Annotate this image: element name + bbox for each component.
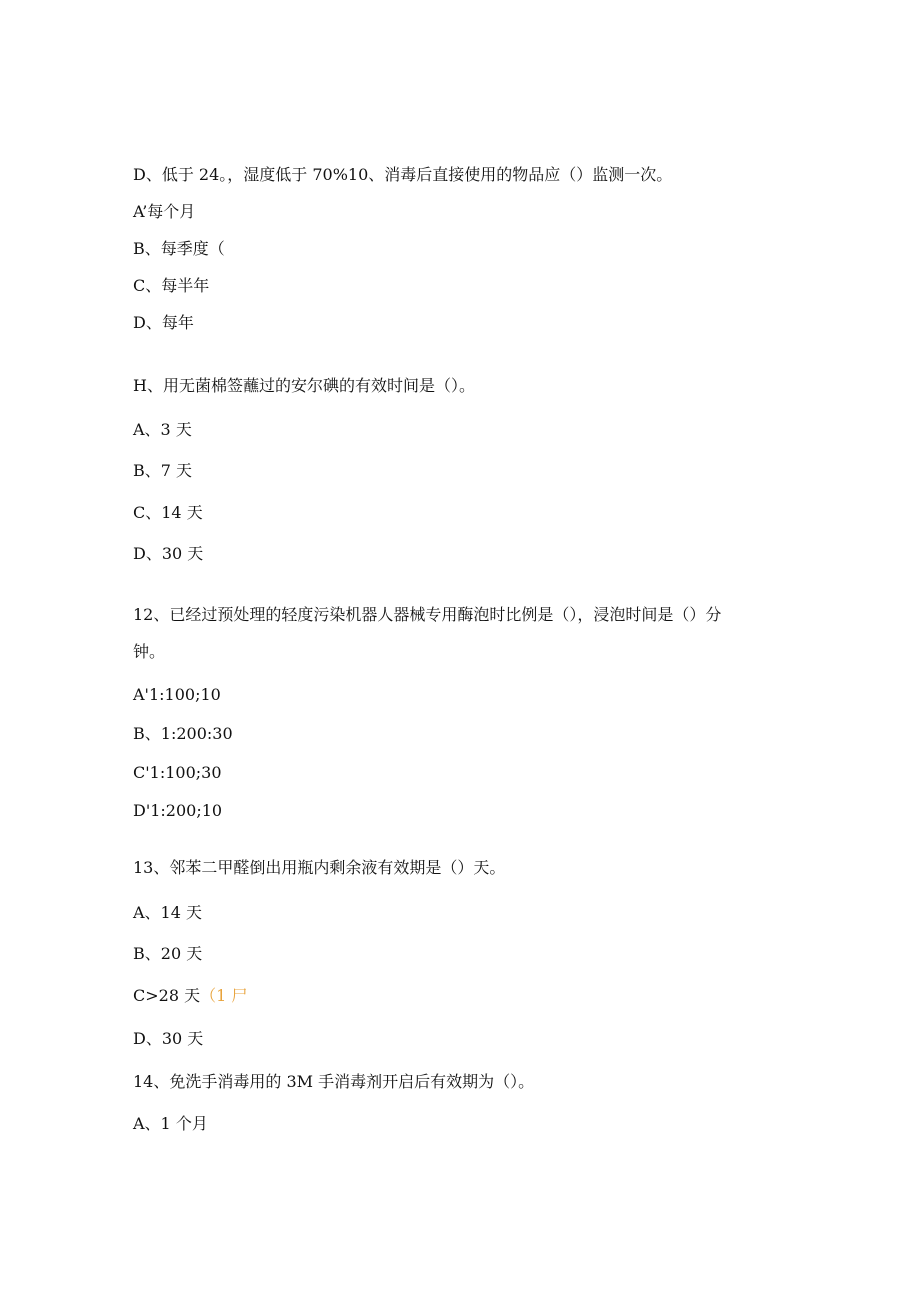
question-12-text-continued: 钟。 (133, 642, 166, 661)
option-a: A’每个月 (133, 202, 196, 221)
option-a: A、3 天 (133, 420, 192, 439)
option-c: C、每半年 (133, 276, 210, 295)
question-11-text: H、用无菌棉签蘸过的安尔碘的有效时间是（）。 (133, 376, 475, 395)
question-13-text: 13、邻苯二甲醛倒出用瓶内剩余液有效期是（）天。 (133, 858, 506, 877)
question-12-text: 12、已经过预处理的轻度污染机器人器械专用酶泡时比例是（），浸泡时间是（）分 (133, 605, 722, 624)
option-c: C>28 天 (133, 986, 201, 1005)
option-c: C、14 天 (133, 503, 203, 522)
option-b: B、20 天 (133, 944, 203, 963)
option-b: B、1:200:30 (133, 724, 233, 743)
option-d: D、30 天 (133, 1029, 204, 1048)
option-d: D、30 天 (133, 544, 204, 563)
option-b: B、每季度（ (133, 239, 225, 258)
option-a: A、14 天 (133, 903, 203, 922)
option-b: B、7 天 (133, 461, 193, 480)
option-a: A'1:100;10 (133, 685, 221, 704)
question-10-text: D、低于 24。，湿度低于 70%10、消毒后直接使用的物品应（）监测一次。 (133, 165, 673, 184)
option-d: D、每年 (133, 313, 194, 332)
option-a: A、1 个月 (133, 1114, 208, 1133)
handwritten-answer-mark: （1 尸 (200, 986, 248, 1005)
option-c-row (133, 986, 247, 1006)
question-14-text: 14、免洗手消毒用的 3M 手消毒剂开启后有效期为（）。 (133, 1072, 535, 1091)
option-c: C'1:100;30 (133, 763, 222, 782)
option-d: D'1:200;10 (133, 801, 223, 820)
